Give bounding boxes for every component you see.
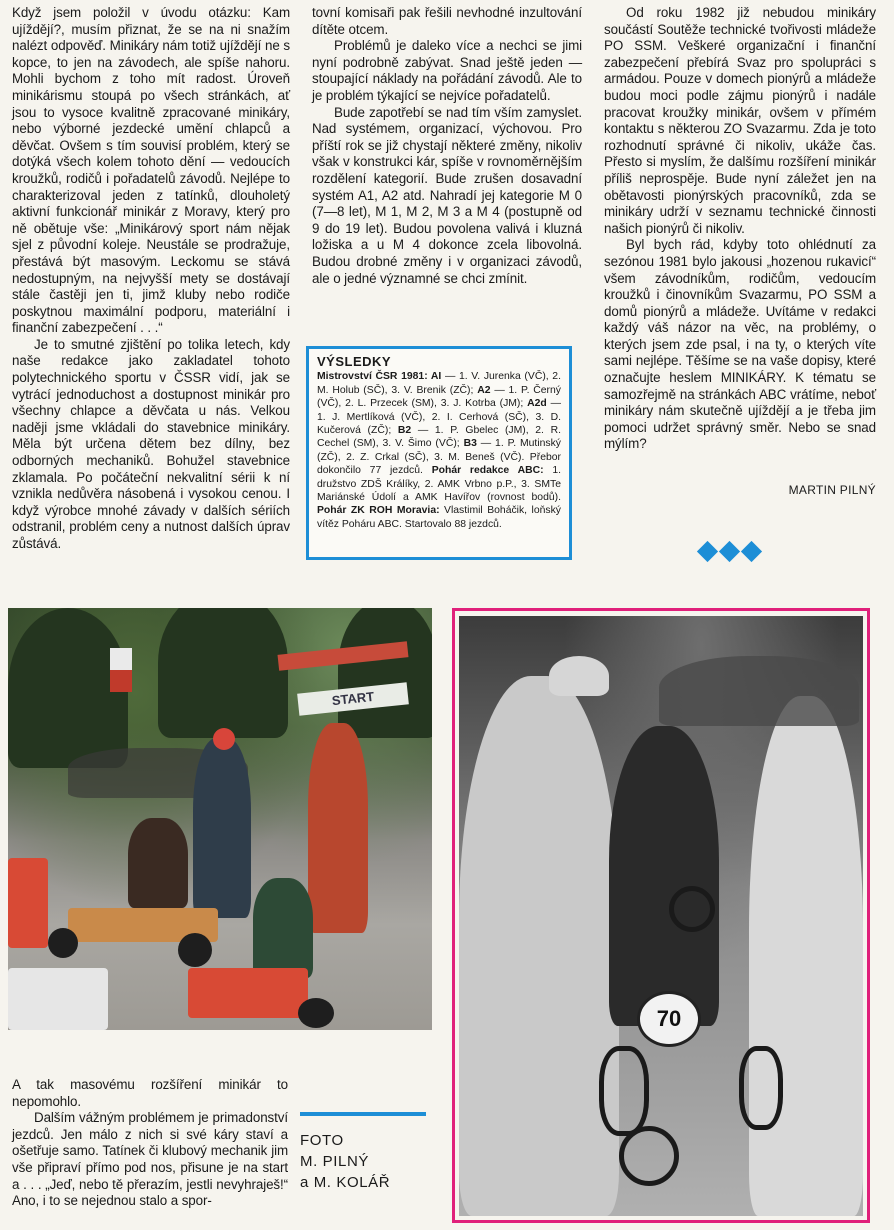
results-entry-text: — 1. V. Jurenka (VČ), 2. M. Holub (SČ), 3. V. Brenik (ZČ); <box>317 371 561 396</box>
photo-person <box>193 738 251 918</box>
article-column-4 <box>12 1077 288 1210</box>
photo-wheel <box>298 998 334 1028</box>
article-column-2 <box>312 5 582 287</box>
diamond-icon <box>697 541 718 562</box>
results-category-label: A2 <box>477 384 491 396</box>
photo-wheel <box>669 886 715 932</box>
article-paragraph: Když jsem položil v úvodu otázku: Kam ujíždějí?, musím přiznat, že se na ni snažím nalézt odpověď. Minikáry nám totiž ujíždějí ne s kopce, to jen na závodech, ale spíše nahoru. Mohli bychom z toho mít radost. Úroveň minikárismu stoupá po všech stránkách, ať jsou to vysoce kvalitně zpracované minikáry, nebo výborné jezdecké umění chlapců a děvčat. Ovšem s tím souvisí problém, který se dotýká všech kolem tohoto dění — vedoucích kroužků, rodičů i pořadatelů závodů. Nejlépe to charakterizoval jeden z tatínků, dlouholetý aktivní funkcionář minikár z Moravy, který pro ně obětuje vše: „Minikárový sport nám nějak sjel z původní koleje. Neustále se prodražuje, přestává být masovým. Leckomu se stává nedostupným, na nejvyšší mety se dostávají stále častěji jen ti, jimž kluby nebo rodiče poskytnou maximální podporu, materiální i finanční zabezpečení . . .“ <box>12 5 290 336</box>
article-paragraph: Problémů je daleko více a nechci se jimi nyní podrobně zabývat. Snad ještě jeden — stoupající náklady na pořádání závodů. Ale to je problém týkající se nejvíce pořadatelů. <box>312 38 582 103</box>
results-category-label: Pohár ZK ROH Moravia: <box>317 505 440 517</box>
photo-wheel <box>178 933 212 967</box>
photo-credit-line: M. PILNÝ <box>300 1153 369 1170</box>
diamond-icon <box>719 541 740 562</box>
photo-credit-line: FOTO <box>300 1132 344 1149</box>
photo-race-start <box>8 608 432 1030</box>
section-end-ornament <box>697 544 762 559</box>
article-paragraph: Od roku 1982 již nebudou minikáry součástí Soutěže technické tvořivosti mládeže PO SSM. Veškeré organizační i finanční zabezpečení přebírá Svaz pro spolupráci s armádou. Pouze v domech pionýrů a mládeže budou moci podle zájmu pionýrů i nadále pracovat kroužky minikár, ovšem v přímém kontaktu s některou ZO Svazarmu. Zda je toto rozhodnutí správné či nikoliv, ukáže čas. Přesto si myslím, že dalšímu rozšíření minikár příliš neprospěje. Bude nyní záležet jen na obětavosti pionýrských pracovníků, zda se minikáry udrží v seznamu technické činnosti našich pionýrů či nikoliv. <box>604 5 876 236</box>
photo-cap <box>213 728 235 750</box>
photo-wheel <box>619 1126 679 1186</box>
photo-kart <box>188 968 308 1018</box>
photo-person <box>253 878 313 978</box>
results-entry-text: — 1. J. Mertlíková (VČ), 2. I. Cerhová (SČ), 3. D. Kučerová (ZČ); <box>317 398 561 437</box>
photo-flag <box>110 648 132 692</box>
photo-mechanics <box>459 616 863 1216</box>
article-paragraph: Je to smutné zjištění po tolika letech, kdy naše redakce jako zakladatel tohoto polytechnického sportu v ČSSR vidí, jak se vytrácí jednoduchost a dostupnost minikár pro všechny chlapce a děvčata u nás. Velkou naději jsme vkládali do stavebnice minikáry. Měla být určena dětem bez dílny, bez odborných mechaniků. Bohužel stavebnice zklamala. Po počáteční nekvalitní sérii k ní vznikla nedůvěra násobená i vysokou cenou. I když výrobce mnohé závady v dalších sériích odstranil, problém ceny a nutnost dalších úprav zůstává. <box>12 336 290 551</box>
photo-credits <box>300 1112 426 1193</box>
results-category-label: Pohár redakce ABC: <box>431 465 544 477</box>
results-category-label: Mistrovství ČSR 1981: AI <box>317 371 442 383</box>
photo-person <box>749 696 863 1216</box>
photo-object <box>8 968 108 1030</box>
article-paragraph: Dalším vážným problémem je primadonství jezdců. Jen málo z nich si své káry staví a ošetřuje samo. Tatínek či klubový mechanik jim vše připraví přímo pod nos, přisune je na start a . . . „Jeď, nebo tě přerazím, jestli nevyhraješ!“ Ano, i to se nejednou stalo a spor- <box>12 1110 288 1209</box>
results-entry-text: — 1. P. Mutinský (ZČ), 2. Z. Crkal (SČ), 3. M. Beneš (VČ). Přebor dokončilo 77 jezdců. <box>317 438 561 477</box>
results-category-label: B3 <box>463 438 477 450</box>
article-column-1 <box>12 5 290 553</box>
photo-crowd <box>659 656 859 726</box>
results-box <box>306 346 572 560</box>
photo-kart <box>8 858 48 948</box>
photo-tree <box>158 608 288 738</box>
photo-credit-line: a M. KOLÁŘ <box>300 1174 391 1191</box>
article-paragraph: Byl bych rád, kdyby toto ohlédnutí za sezónou 1981 bylo jakousi „hozenou rukavicí“ všem závodníkům, rodičům, vedoucím kroužků i činovníkům Svazarmu, PO SSM a domů pionýrů a mládeže. Uvítáme v redakci každý váš názor na věc, na problémy, o kterých jsem zde psal, i na ty, o kterých víte sami nejlépe. Těšíme se na vaše dopisy, které označujte heslem MINIKÁRY. K tématu se samozřejmě na stránkách ABC vrátíme, neboť minikáry nám skutečně ujíždějí a je třeba jim pomoci udržet správný směr. Nebo se snad mýlím? <box>604 237 876 452</box>
author-signature: MARTIN PILNÝ <box>788 483 876 497</box>
photo-start-sign: START <box>297 682 409 715</box>
photo-person <box>609 726 719 1026</box>
results-entry-text: Vlastimil Boháčik, loňský vítěz Poháru ABC. Startovalo 88 jezdců. <box>317 505 561 530</box>
photo-person <box>308 723 368 933</box>
results-entry-text: 1. družstvo ZDŠ Králíky, 2. AMK Vrbno p.P., 3. SMTe Mariánské Údolí a AMK Havířov (rovnost bodů). <box>317 465 561 504</box>
article-paragraph: tovní komisaři pak řešili nevhodné inzultování dítěte otcem. <box>312 5 582 37</box>
results-category-label: A2d <box>527 398 547 410</box>
photo-person <box>128 818 188 908</box>
article-paragraph: A tak masovému rozšíření minikár to nepomohlo. <box>12 1077 288 1109</box>
diamond-icon <box>741 541 762 562</box>
photo-person <box>459 676 619 1216</box>
photo-wheel <box>599 1046 649 1136</box>
article-paragraph: Bude zapotřebí se nad tím vším zamyslet. Nad systémem, organizací, výchovou. Pro příští rok se již chystají některé změny, nikoliv však v konstrukci kár, spíše v rovnoměrnějším rozdělení kategorií. Bude zrušen dosavadní systém A1, A2 atd. Nahradí jej kategorie M 0 (7—8 let), M 1, M 2, M 3 a M 4 (postupně od 9 do 19 let). Budou povolena valivá i kluzná ložiska a u M 4 dokonce zcela libovolná. Budou drobné změny i v organizaci závodů, ale o jedné významné se chci zmínit. <box>312 104 582 286</box>
results-entry-text: — 1. P. Černý (VČ), 2. L. Przecek (SM), 3. J. Kotrba (JM); <box>317 384 561 410</box>
photo-wheel <box>48 928 78 958</box>
article-column-3 <box>604 5 876 453</box>
results-heading: VÝSLEDKY <box>317 354 392 369</box>
photo-wheel <box>739 1046 783 1130</box>
results-category-label: B2 <box>397 425 412 437</box>
photo-kart-number-plate: 70 <box>637 991 701 1047</box>
photo-tree <box>338 608 432 738</box>
photo-cap <box>549 656 609 696</box>
results-text <box>317 370 561 531</box>
results-entry-text: — 1. P. Gbelec (JM), 2. R. Cechel (SM), 3. V. Šimo (VČ); <box>317 425 561 450</box>
